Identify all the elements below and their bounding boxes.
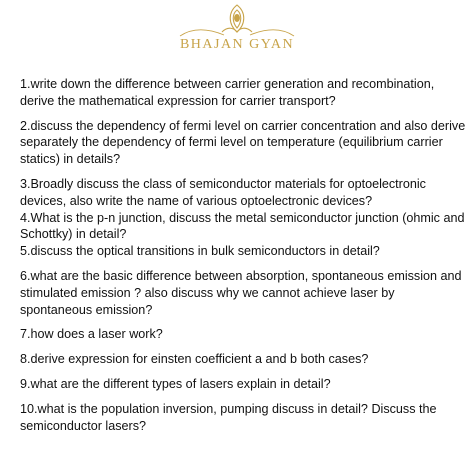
question-1: 1.write down the difference between carrier generation and recombination, derive the mathematical expression for carrier transport? xyxy=(20,77,435,108)
lotus-peacock-feather-icon xyxy=(180,5,294,36)
question-10: 10.what is the population inversion, pumping discuss in detail? Discuss the semiconductor lasers? xyxy=(20,401,437,433)
question-6: 6.what are the basic difference between absorption, spontaneous emission and stimulated emission ? also discuss why we cannot achieve laser by spontaneous emission? xyxy=(20,268,462,317)
question-5: 5.discuss the optical transitions in bulk semiconductors in detail? xyxy=(20,244,380,259)
logo-wordmark: BHAJAN GYAN xyxy=(179,37,295,52)
question-4: 4.What is the p-n junction, discuss the metal semiconductor junction (ohmic and Schottky) in detail? xyxy=(20,210,465,242)
question-2: 2.discuss the dependency of fermi level on carrier concentration and also derive separately the dependency of fermi level on temperature (equilibrium carrier statics) in details? xyxy=(20,118,466,167)
question-3: 3.Broadly discuss the class of semiconductor materials for optoelectronic devices, also write the name of various optoelectronic devices? xyxy=(20,176,426,208)
question-8: 8.derive expression for einsten coefficient a and b both cases? xyxy=(20,352,369,367)
logo-graphic xyxy=(162,2,312,60)
brand-logo xyxy=(0,2,474,60)
question-7: 7.how does a laser work? xyxy=(20,327,163,342)
question-list xyxy=(20,76,466,434)
question-9: 9.what are the different types of lasers explain in detail? xyxy=(20,376,331,391)
